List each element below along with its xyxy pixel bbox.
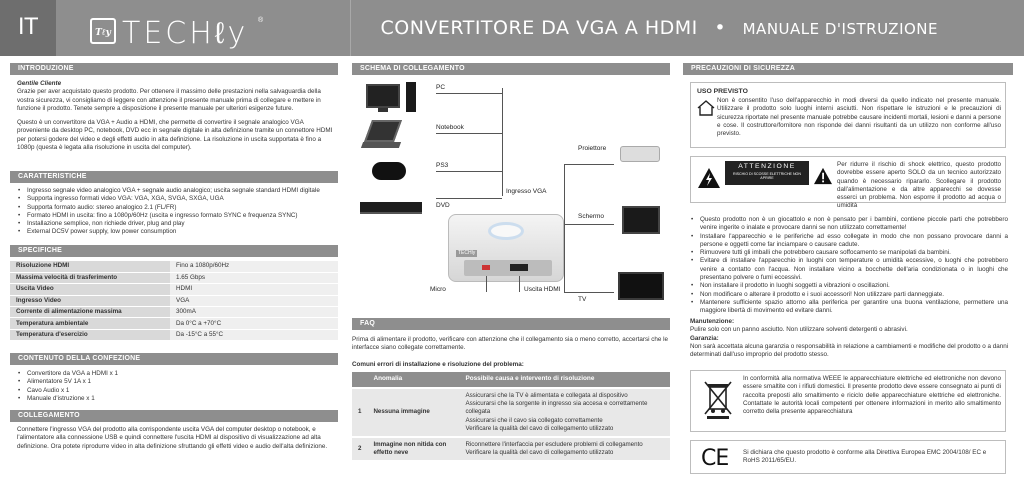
list-item: • Non installare il prodotto in luoghi soggetti a vibrazioni o oscillazioni. <box>690 282 1008 290</box>
spec-key: Temperatura ambientale <box>10 318 170 329</box>
label-pc: PC <box>436 84 446 91</box>
converter-ports-icon <box>464 260 552 276</box>
language-badge: IT <box>0 0 56 56</box>
list-item: • Supporta formato audio: stereo analogico 2.1 (FL/FR) <box>17 204 335 212</box>
spec-key: Risoluzione HDMI <box>10 261 170 272</box>
label-dvd: DVD <box>436 202 450 209</box>
table-header-row <box>352 372 670 388</box>
spec-key: Uscita Video <box>10 284 170 295</box>
list-item: • Alimentatore 5V 1A x 1 <box>17 378 335 386</box>
spec-value: 1.65 Gbps <box>170 272 338 283</box>
table-row <box>10 329 338 340</box>
page-header <box>0 0 1024 56</box>
tv-icon <box>618 272 664 300</box>
warning-text: Per ridurre il rischio di shock elettrico, questo prodotto dovrebbe essere aperto SOLO da un tecnico autorizzato quando è necessario ripararlo. Scollegare il prodotto dall'alimentazione e da altre apparecchi se dovesse esserci un problema. Non esporre il prodotto ad acqua o umidità <box>837 161 1001 210</box>
weee-box <box>690 370 1006 432</box>
ce-text: Si dichiara che questo prodotto è conforme alla Direttiva Europea EMC 2004/108/ EC e RoHS 2011/65/EU. <box>743 449 987 465</box>
label-tv: TV <box>578 296 587 303</box>
label-ps3: PS3 <box>436 162 449 169</box>
contents-list <box>17 370 335 403</box>
pc-stand-icon <box>378 108 388 112</box>
hdmi-port-icon <box>510 264 528 271</box>
list-item: • Supporta ingresso formati video VGA: VGA, XGA, SVGA, SXGA, UGA <box>17 195 335 203</box>
row-cause <box>459 437 670 460</box>
label-notebook: Notebook <box>436 124 464 131</box>
table-header-anomaly: Anomalia <box>367 372 459 388</box>
notebook-icon <box>364 120 402 142</box>
table-row <box>10 261 338 272</box>
title-sub: MANUALE D'ISTRUZIONE <box>742 20 938 38</box>
warning-triangle-icon-right <box>813 167 833 188</box>
dvd-player-icon <box>360 202 422 214</box>
gamepad-icon <box>372 162 406 180</box>
intro-paragraph-1: Grazie per aver acquistato questo prodotto. Per ottenere il massimo delle prestazioni nella salvaguardia della vostra sicurezza, vi consigliamo di leggere con attenzione il presente manuale prima di collegare e mettere in funzione il prodotto. Tenete sempre a disposizione il presente manuale per ulteriori esigenze future. <box>17 88 321 112</box>
list-item: • Installare l'apparecchio e le periferiche ad esso collegate in modo che non possano provocare danni a persone e oggetti come far inciampare o causare cadute. <box>690 233 1008 250</box>
row-number: 2 <box>352 437 367 460</box>
section-features-heading: CARATTERISTICHE <box>10 171 338 183</box>
cause-line: Assicurarsi che la sorgente in ingresso sia accesa e correttamente collegata <box>465 400 648 416</box>
attention-label-box <box>725 161 809 185</box>
page-title <box>380 16 938 41</box>
safety-list <box>690 216 1008 316</box>
list-item: • Non modificare o alterare il prodotto e i suoi accessori! Non utilizzare parti danneggiate. <box>690 291 1008 299</box>
list-item: • Rimuovere tutti gli imballi che potrebbero causare soffocamento se manipolati da bambini. <box>690 249 1008 257</box>
intended-use-box <box>690 82 1006 148</box>
label-hdmi-output: Uscita HDMI <box>524 286 561 293</box>
list-item: • Manuale d'istruzione x 1 <box>17 395 335 403</box>
table-header-empty <box>352 372 367 388</box>
intended-use-title: USO PREVISTO <box>697 88 748 95</box>
list-item: • Evitare di installare l'apparecchio in luoghi con temperature o umidità eccessive, o luoghi che potrebbero venire a contatto con l'acqua. Non installare vicino a bocchette dell'aria condizionata o in luoghi che presentano polvere o fumi eccessivi. <box>690 257 1008 282</box>
table-row <box>352 437 670 460</box>
label-vga-input: Ingresso VGA <box>506 188 547 195</box>
spec-value: 300mA <box>170 307 338 318</box>
row-number: 1 <box>352 388 367 437</box>
intended-use-text: Non è consentito l'uso dell'apparecchio in modi diversi da quello indicato nel presente manuale. Utilizzare il prodotto solo luoghi interni asciutti. Non rispettare le istruzioni e le precauzioni di sicurezza riportate nel presente manuale potrebbe causare incidenti mortali, lesioni e danni a persone e cose. Il costruttore/fornitore non risponde dei danni risultanti da un utilizzo non conforme all'uso previsto. <box>717 97 1001 138</box>
header-divider <box>350 0 351 56</box>
list-item: • Installazione semplice, non richiede driver, plug and play <box>17 220 335 228</box>
spec-key: Ingresso Video <box>10 295 170 306</box>
faq-subheading: Comuni errori di installazione e risoluzione del problema: <box>352 361 524 368</box>
intro-greeting: Gentile Cliente <box>17 80 62 87</box>
maintenance-block <box>690 318 1010 359</box>
features-list <box>17 187 335 237</box>
faq-intro: Prima di alimentare il prodotto, verificare con attenzione che il collegamento sia o meno corretto, accertarsi che le interfacce siano collegate correttamente. <box>352 336 669 352</box>
ce-box <box>690 440 1006 474</box>
cause-line: Verificare la qualità del cavo di collegamento utilizzato <box>465 424 614 432</box>
label-screen: Schermo <box>578 213 605 220</box>
table-row <box>10 307 338 318</box>
ce-mark-icon: CE <box>701 446 729 471</box>
monitor-icon <box>622 206 660 234</box>
table-row <box>10 318 338 329</box>
warning-box <box>690 156 1006 210</box>
label-micro: Micro <box>430 286 446 293</box>
spec-key: Temperatura d'esercizio <box>10 329 170 340</box>
spec-value: Da 0°C a +70°C <box>170 318 338 329</box>
intro-paragraph-2: Questo è un convertitore da VGA + Audio a HDMI, che permette di convertire il segnale analogico VGA proveniente da desktop PC, notebook, DVD ecc in segnale digitale in alta definizione tramite un connettore HDMI per potersi godere del video e degli effetti audio in alta definizione. La risoluzione in uscita supportata è fino a 1080p (questa è legata alla risoluzione in uscita del computer). <box>17 119 333 152</box>
section-diagram-heading: SCHEMA DI COLLEGAMENTO <box>352 63 670 75</box>
pc-tower-icon <box>406 82 416 112</box>
section-connection-heading: COLLEGAMENTO <box>10 410 338 422</box>
list-item: • Mantenere sufficiente spazio attorno alla periferica per garantire una buona ventilazione, permettere una maggiore libertà di movimento ed evitare danni. <box>690 299 1008 316</box>
list-item: • Formato HDMI in uscita: fino a 1080p/60Hz (uscita e ingresso formato SYNC e frequenza SYNC) <box>17 212 335 220</box>
list-item: • Convertitore da VGA a HDMI x 1 <box>17 370 335 378</box>
section-safety-heading: PRECAUZIONI DI SICUREZZA <box>683 63 1013 75</box>
registered-mark: ® <box>258 17 264 24</box>
spec-value: Fino a 1080p/60Hz <box>170 261 338 272</box>
brand-logo-text: TECHℓy <box>122 16 249 51</box>
micro-usb-port-icon <box>482 265 490 270</box>
specs-table <box>10 261 338 341</box>
section-contents-heading: CONTENUTO DELLA CONFEZIONE <box>10 353 338 365</box>
warranty-text: Non sarà accettata alcuna garanzia o responsabilità in relazione a cambiamenti e modifiche del prodotto o a danni determinati dall'uso improprio del prodotto stesso. <box>690 342 1009 359</box>
title-bullet: • <box>714 17 727 39</box>
list-item: • Ingresso segnale video analogico VGA + segnale audio analogico; uscita segnale standard HDMI digitale <box>17 187 335 195</box>
connection-text: Connettere l'ingresso VGA del prodotto alla corrispondente uscita VGA del computer desktop o notebook, e l'alimentatore alla connessione USB e quindi connettere l'uscita HDMI al dispositivo di visualizzazione ad alta definizione. Ora potete riprodurre video in alta definizione sfruttando gli effetti video e audio dell'alta definizione. <box>17 426 328 450</box>
spec-key: Corrente di alimentazione massima <box>10 307 170 318</box>
section-specs-heading: SPECIFICHE <box>10 245 338 257</box>
table-header-cause: Possibile causa e intervento di risoluzione <box>459 372 670 388</box>
converter-brand: TECHly <box>458 250 476 256</box>
maintenance-text: Pulire solo con un panno asciutto. Non utilizzare solventi detergenti o abrasivi. <box>690 326 908 334</box>
connection-diagram <box>352 76 670 308</box>
title-main: CONVERTITORE DA VGA A HDMI <box>380 17 698 39</box>
attention-label: ATTENZIONE <box>738 163 796 170</box>
spec-value: HDMI <box>170 284 338 295</box>
warranty-title: Garanzia: <box>690 334 719 342</box>
weee-text: In conformità alla normativa WEEE le apparecchiature elettriche ed elettroniche non devono essere smaltite con i rifiuti domestici. Il presente prodotto deve essere consegnato ai punti di raccolta preposti allo smaltimento e riciclo delle apparecchiature elettriche ed elettroniche. Contattate le autorità locali competenti per ottenere informazioni in merito allo smaltimento corretto della presente apparecchiatura <box>743 375 1001 416</box>
pc-monitor-icon <box>366 84 400 108</box>
spec-value: VGA <box>170 295 338 306</box>
home-icon <box>697 100 715 116</box>
spec-value: Da -15°C a 55°C <box>170 329 338 340</box>
cause-line: Verificare la qualità del cavo di collegamento utilizzato <box>465 449 614 457</box>
table-row <box>352 388 670 437</box>
section-intro-heading: INTRODUZIONE <box>10 63 338 75</box>
row-anomaly: Nessuna immagine <box>367 388 459 437</box>
notebook-base-icon <box>361 142 401 148</box>
cause-line: Assicurarsi che la TV è alimentata e collegata al dispositivo <box>465 392 628 399</box>
list-item: • Cavo Audio x 1 <box>17 387 335 395</box>
row-anomaly: Immagine non nitida con effetto neve <box>367 437 459 460</box>
projector-icon <box>620 146 660 162</box>
list-item: • External DC5V power supply, low power consumption <box>17 228 335 236</box>
label-projector: Proiettore <box>578 145 607 152</box>
table-row <box>10 284 338 295</box>
section-faq-heading: FAQ <box>352 318 670 330</box>
cause-line: Assicurarsi che il cavo sia collegato correttamente <box>465 416 603 424</box>
spec-key: Massima velocità di trasferimento <box>10 272 170 283</box>
table-row <box>10 295 338 306</box>
intro-block <box>17 80 335 158</box>
attention-small-text: RISCHIO DI SCOSSE ELETTRICHE NON APRIRE <box>733 171 801 180</box>
faq-table <box>352 372 670 460</box>
converter-light-ring-icon <box>488 222 524 240</box>
cause-line: Riconnettere l'interfaccia per escludere problemi di collegamento <box>465 440 643 448</box>
row-cause <box>459 388 670 437</box>
table-row <box>10 272 338 283</box>
list-item: • Questo prodotto non è un giocattolo e non è pensato per i bambini, contiene piccole parti che potrebbero venire ingerite o inalate e provocare danni se non utilizzato correttamente! <box>690 216 1008 233</box>
maintenance-title: Manutenzione: <box>690 318 735 325</box>
weee-bin-icon <box>703 379 733 422</box>
brand-logo-mark: Tℓy <box>90 18 116 44</box>
warning-triangle-icon <box>697 167 721 192</box>
